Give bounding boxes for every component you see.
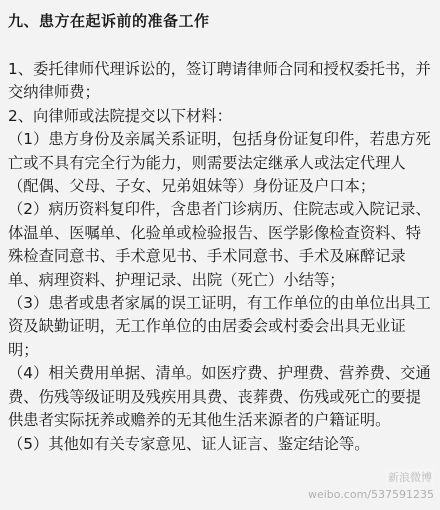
weibo-watermark-logo: 新浪微博 xyxy=(388,471,432,484)
paragraph-5: （3）患者或患者家属的误工证明，有工作单位的由单位出具工资及缺勤证明，无工作单位的由居委会或村委会出具无业证明； xyxy=(8,294,431,359)
weibo-watermark-url: weibo.com/537591235 xyxy=(307,488,434,501)
paragraph-7: （5）其他如有关专家意见、证人证言、鉴定结论等。 xyxy=(8,434,370,453)
paragraph-1: 1、委托律师代理诉讼的，签订聘请律师合同和授权委托书，并交纳律师费； xyxy=(8,60,431,102)
paragraph-3: （1）患方身份及亲属关系证明，包括身份证复印件，若患方死亡或不具有完全行为能力，则需要法定继承人或法定代理人（配偶、父母、子女、兄弟姐妹等）身份证及户口本； xyxy=(8,130,431,196)
paragraph-6: （4）相关费用单据、清单。如医疗费、护理费、营养费、交通费、伤残等级证明及残疾用具费、丧葬费、伤残或死亡的要提供患者实际抚养或赡养的无其他生活来源者的户籍证明。 xyxy=(8,364,431,430)
section-heading: 九、患方在起诉前的准备工作 xyxy=(8,12,210,30)
paragraph-4: （2）病历资料复印件，含患者门诊病历、住院志或入院记录、体温单、医嘱单、化验单或检验报告、医学影像检查资料、特殊检查同意书、手术意见书、手术同意书、手术及麻醉记录单、病理资料、护理记录、出院（死亡）小结等； xyxy=(8,200,431,289)
paragraph-2: 2、向律师或法院提交以下材料： xyxy=(8,106,232,125)
document-body xyxy=(8,58,434,456)
